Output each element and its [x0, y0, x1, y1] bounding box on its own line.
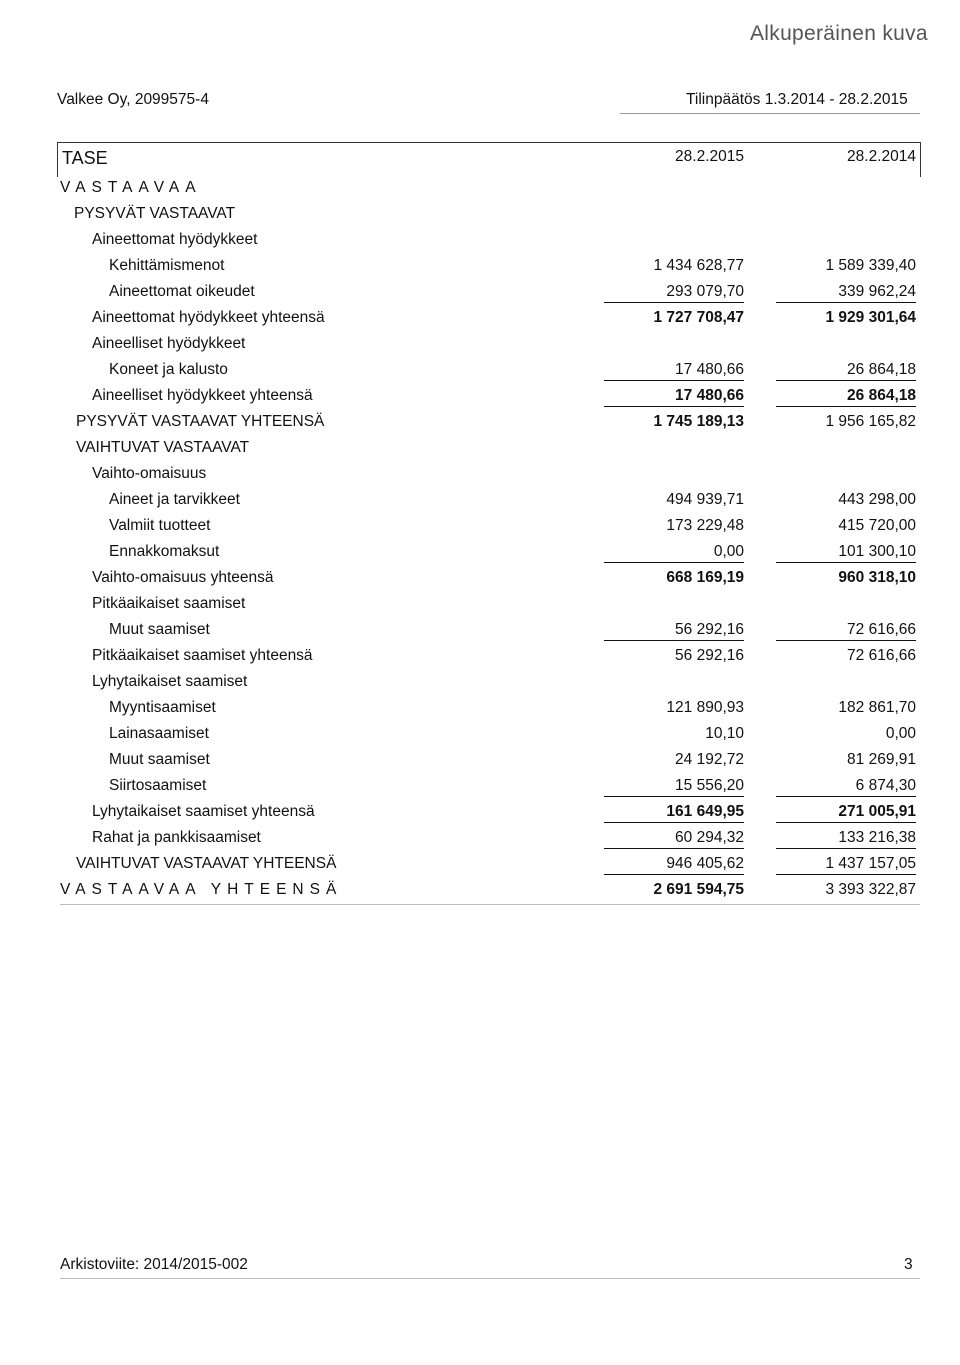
- table-row: [0, 257, 960, 281]
- value-2014: 72 616,66: [776, 621, 916, 641]
- value-2014: 1 437 157,05: [776, 855, 916, 875]
- value-2014: 960 318,10: [838, 569, 916, 586]
- row-label: Pitkäaikaiset saamiset yhteensä: [92, 647, 313, 664]
- table-row: [0, 387, 960, 411]
- value-2014: 339 962,24: [776, 283, 916, 303]
- scan-artifact-line: [60, 904, 920, 905]
- table-row: [0, 179, 960, 203]
- value-2015: 1 434 628,77: [653, 257, 744, 274]
- value-2014: 72 616,66: [847, 647, 916, 664]
- value-2015: 946 405,62: [604, 855, 744, 875]
- archive-reference: Arkistoviite: 2014/2015-002: [60, 1256, 248, 1273]
- value-2015: 494 939,71: [666, 491, 744, 508]
- table-row: [0, 361, 960, 385]
- table-row: [0, 309, 960, 333]
- row-label: Rahat ja pankkisaamiset: [92, 829, 261, 846]
- value-2015: 668 169,19: [666, 569, 744, 586]
- value-2015: 17 480,66: [604, 387, 744, 407]
- row-label: PYSYVÄT VASTAAVAT YHTEENSÄ: [76, 413, 325, 430]
- assets-total-label: VASTAAVAA YHTEENSÄ: [60, 881, 343, 898]
- value-2014: 1 956 165,82: [825, 413, 916, 430]
- value-2015: 1 727 708,47: [653, 309, 744, 326]
- value-2015: 10,10: [705, 725, 744, 742]
- row-label: Muut saamiset: [109, 751, 210, 768]
- balance-sheet-title: TASE: [62, 148, 108, 168]
- row-label: Myyntisaamiset: [109, 699, 216, 716]
- table-row: [0, 699, 960, 723]
- value-2015: 173 229,48: [666, 517, 744, 534]
- table-row: [0, 595, 960, 619]
- table-row: [0, 465, 960, 489]
- row-label: Siirtosaamiset: [109, 777, 207, 794]
- row-label: Aineelliset hyödykkeet yhteensä: [92, 387, 313, 404]
- row-label: Aineettomat oikeudet: [109, 283, 255, 300]
- table-row: [0, 803, 960, 827]
- row-label: Aineet ja tarvikkeet: [109, 491, 240, 508]
- row-label: Lainasaamiset: [109, 725, 209, 742]
- table-row: [0, 829, 960, 853]
- page-number: 3: [904, 1256, 913, 1273]
- value-2014: 415 720,00: [838, 517, 916, 534]
- row-label: Ennakkomaksut: [109, 543, 220, 560]
- table-row: [0, 621, 960, 645]
- value-2014: 6 874,30: [776, 777, 916, 797]
- value-2015: 161 649,95: [604, 803, 744, 823]
- balance-sheet-header-frame: [57, 142, 921, 177]
- value-2014: 443 298,00: [838, 491, 916, 508]
- row-label: PYSYVÄT VASTAAVAT: [74, 205, 236, 222]
- value-2014: 101 300,10: [776, 543, 916, 563]
- value-2014: 3 393 322,87: [825, 881, 916, 898]
- table-row: [0, 543, 960, 567]
- value-2014: 133 216,38: [776, 829, 916, 849]
- column-header-2015: 28.2.2015: [675, 148, 744, 165]
- row-label: Aineelliset hyödykkeet: [92, 335, 246, 352]
- section-heading-assets: VASTAAVAA: [60, 179, 202, 196]
- row-label: Aineettomat hyödykkeet yhteensä: [92, 309, 325, 326]
- footer-divider: [60, 1278, 920, 1279]
- table-row: [0, 231, 960, 255]
- table-row: [0, 517, 960, 541]
- fiscal-period: Tilinpäätös 1.3.2014 - 28.2.2015: [686, 91, 908, 108]
- company-name: Valkee Oy, 2099575-4: [57, 91, 209, 108]
- row-label: Vaihto-omaisuus: [92, 465, 207, 482]
- row-label: Pitkäaikaiset saamiset: [92, 595, 246, 612]
- table-row: [0, 673, 960, 697]
- table-row: [0, 335, 960, 359]
- value-2015: 2 691 594,75: [653, 881, 744, 898]
- table-row: [0, 725, 960, 749]
- row-label: Koneet ja kalusto: [109, 361, 228, 378]
- value-2014: 271 005,91: [776, 803, 916, 823]
- value-2015: 1 745 189,13: [653, 413, 744, 430]
- value-2015: 0,00: [604, 543, 744, 563]
- table-row: [0, 413, 960, 437]
- value-2015: 121 890,93: [666, 699, 744, 716]
- original-copy-stamp: Alkuperäinen kuva: [750, 22, 928, 45]
- value-2014: 1 589 339,40: [825, 257, 916, 274]
- value-2015: 56 292,16: [604, 621, 744, 641]
- value-2015: 60 294,32: [604, 829, 744, 849]
- column-header-2014: 28.2.2014: [847, 148, 916, 165]
- value-2015: 293 079,70: [604, 283, 744, 303]
- value-2014: 26 864,18: [776, 387, 916, 407]
- table-row: [0, 777, 960, 801]
- row-label: Kehittämismenot: [109, 257, 225, 274]
- table-row: [0, 855, 960, 879]
- row-label: VAIHTUVAT VASTAAVAT YHTEENSÄ: [76, 855, 337, 872]
- row-label: Vaihto-omaisuus yhteensä: [92, 569, 274, 586]
- value-2015: 24 192,72: [675, 751, 744, 768]
- table-row: [0, 205, 960, 229]
- value-2014: 81 269,91: [847, 751, 916, 768]
- header-divider: [620, 113, 920, 114]
- table-row: [0, 751, 960, 775]
- table-row: [0, 569, 960, 593]
- value-2015: 15 556,20: [604, 777, 744, 797]
- value-2014: 182 861,70: [838, 699, 916, 716]
- value-2015: 56 292,16: [675, 647, 744, 664]
- value-2015: 17 480,66: [604, 361, 744, 381]
- row-label: Lyhytaikaiset saamiset yhteensä: [92, 803, 315, 820]
- value-2014: 1 929 301,64: [825, 309, 916, 326]
- row-label: Muut saamiset: [109, 621, 210, 638]
- table-row: [0, 283, 960, 307]
- value-2014: 26 864,18: [776, 361, 916, 381]
- value-2014: 0,00: [885, 725, 916, 742]
- row-label: Valmiit tuotteet: [109, 517, 211, 534]
- row-label: VAIHTUVAT VASTAAVAT: [76, 439, 250, 456]
- row-label: Aineettomat hyödykkeet: [92, 231, 258, 248]
- table-row: [0, 881, 960, 905]
- table-row: [0, 439, 960, 463]
- table-row: [0, 647, 960, 671]
- row-label: Lyhytaikaiset saamiset: [92, 673, 248, 690]
- table-row: [0, 491, 960, 515]
